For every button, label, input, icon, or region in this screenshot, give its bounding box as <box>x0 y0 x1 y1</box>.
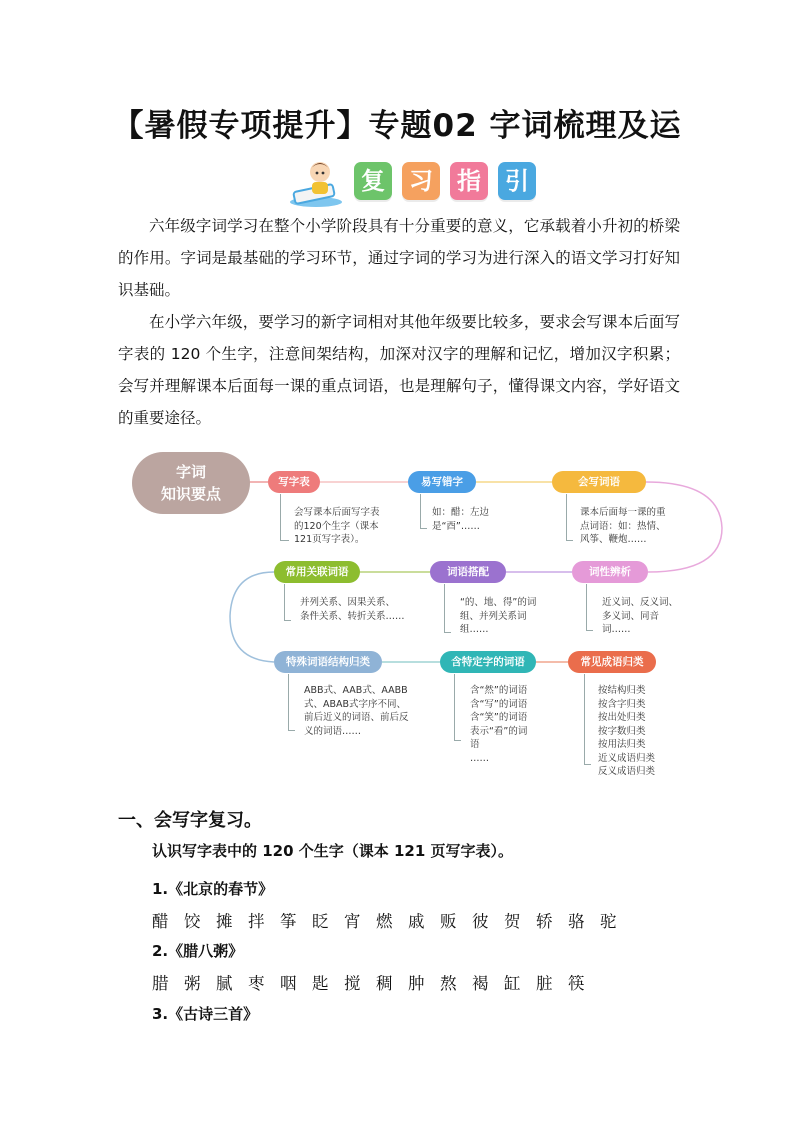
intro-paragraph-2: 在小学六年级，要学习的新字词相对其他年级要比较多，要求会写课本后面写字表的 120 个生字，注意间架结构，加深对汉字的理解和记忆，增加汉字积累；会写并理解课本后面每一课的重点词语，也是理解句子，懂得课文内容，学好语文的重要途径。 <box>118 313 680 427</box>
node-part-of-speech: 词性辨析 <box>572 561 648 583</box>
banner-tile-zhi: 指 <box>450 162 488 200</box>
node-conjunctions-desc: 并列关系、因果关系、 条件关系、转折关系…… <box>300 597 405 622</box>
lesson-1-title: 1.《北京的春节》 <box>152 880 274 898</box>
node-part-of-speech-desc: 近义词、反义词、 多义词、同音 词…… <box>602 597 679 635</box>
lesson-3-title: 3.《古诗三首》 <box>152 1005 259 1023</box>
banner-tile-xi: 习 <box>402 162 440 200</box>
node-write-table-desc: 会写课本后面写字表 的120个生字（课本 121页写字表）。 <box>294 507 380 545</box>
center-line-2: 知识要点 <box>160 485 221 503</box>
node-special-structures-desc: ABB式、AAB式、AABB 式、ABAB式字序不同、 前后近义的词语、前后反 义的词语…… <box>304 685 409 737</box>
node-special-structures: 特殊词语结构归类 <box>274 651 382 673</box>
node-idioms-desc: 按结构归类 按含字归类 按出处归类 按字数归类 按用法归类 近义成语归类 反义成语归类 <box>598 685 656 777</box>
review-guide-banner <box>286 158 546 208</box>
node-write-words-desc: 课本后面每一课的重 点词语：如：热情、 风筝、鞭炮…… <box>580 507 666 545</box>
knowledge-mindmap <box>128 448 728 788</box>
section-1-subtitle: 认识写字表中的 120 个生字（课本 121 页写字表）。 <box>152 842 514 860</box>
node-specific-chars-desc: 含“然”的词语 含“写”的词语 含“笑”的词语 表示“看”的词 语 …… <box>470 685 528 764</box>
node-collocation: 词语搭配 <box>430 561 506 583</box>
node-specific-chars: 含特定字的词语 <box>440 651 536 673</box>
mindmap-center-node <box>132 452 250 514</box>
node-write-words: 会写词语 <box>552 471 646 493</box>
intro-paragraph-1: 六年级字词学习在整个小学阶段具有十分重要的意义，它承载着小升初的桥梁的作用。字词是最基础的学习环节，通过字词的学习为进行深入的语文学习打好知识基础。 <box>118 217 680 299</box>
lesson-2-chars: 腊 粥 腻 枣 咽 匙 搅 稠 肿 熬 褐 缸 脏 筷 <box>152 974 585 993</box>
node-idioms: 常见成语归类 <box>568 651 656 673</box>
banner-tile-fu: 复 <box>354 162 392 200</box>
center-line-1: 字词 <box>175 463 206 481</box>
page-title: 【暑假专项提升】专题02 字词梳理及运 <box>112 108 682 144</box>
node-error-prone-desc: 如：醋：左边 是“酉”…… <box>432 507 490 532</box>
node-conjunctions: 常用关联词语 <box>274 561 360 583</box>
banner-tile-yin: 引 <box>498 162 536 200</box>
node-collocation-desc: “的、地、得”的词 组、并列关系词 组…… <box>460 597 537 635</box>
node-error-prone: 易写错字 <box>408 471 476 493</box>
section-1-heading: 一、会写字复习。 <box>118 810 262 831</box>
lesson-1-chars: 醋 饺 摊 拌 筝 眨 宵 燃 戚 贩 彼 贺 轿 骆 驼 <box>152 912 617 931</box>
lesson-2-title: 2.《腊八粥》 <box>152 942 244 960</box>
node-write-table: 写字表 <box>268 471 320 493</box>
student-reading-icon <box>286 158 346 208</box>
